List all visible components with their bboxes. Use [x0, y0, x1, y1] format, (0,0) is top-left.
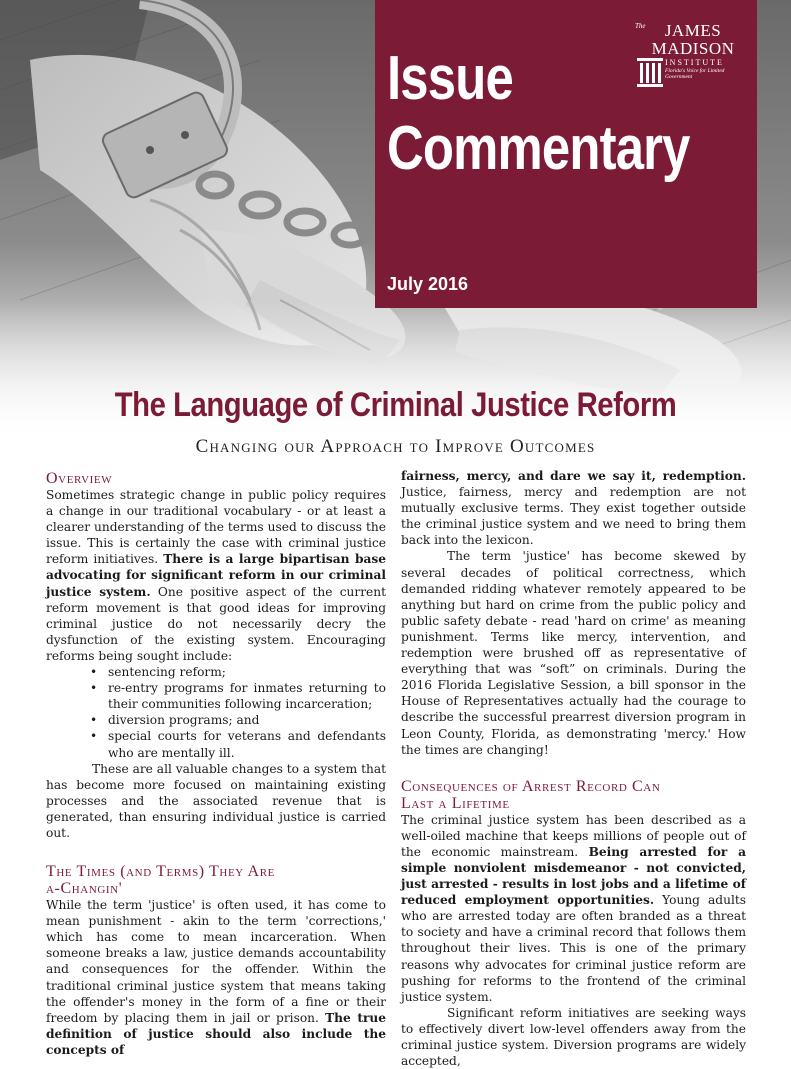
list-item-text: • re-entry programs for inmates returning to their communities following incarceration;: [108, 681, 386, 712]
consequences-text-b: Young adults who are arrested today are often branded as a threat to society and have a criminal record that follows them throughout their lives. This is one of the primary reasons why advocates for criminal justice reform are pushing for reforms to the frontend of the criminal justice system.: [401, 893, 746, 1004]
article-subtitle: Changing our Approach to Improve Outcomes: [195, 436, 596, 457]
overview-text-a: Sometimes strategic change in public policy requires a change in our traditional vocabulary - or at least a clearer understanding of the terms used to discuss the issue. This is certainly the case with criminal justice reform initiatives.: [46, 488, 386, 567]
consequences-heading: [401, 778, 746, 812]
overview-heading: Overview: [46, 470, 113, 487]
article-title-text: The Language of Criminal Justice Reform: [114, 386, 677, 424]
consequences-text-a: The criminal justice system has been described as a well-oiled machine that keeps millions of people out of the economic mainstream.: [401, 812, 746, 859]
list-item: [92, 680, 386, 712]
reform-list: [46, 664, 386, 761]
times-heading-line1: The Times (and Terms) They Are: [46, 863, 275, 881]
times-heading: [46, 863, 386, 897]
logo-line1: JAMES: [664, 21, 722, 40]
consequences-heading-line1: Consequences of Arrest Record Can: [401, 777, 661, 795]
overview-paragraph: [46, 487, 386, 664]
times-text-bold: The true definition of justice should also include the concepts of: [46, 1010, 386, 1057]
times-paragraph: [46, 897, 386, 1058]
list-item: [92, 728, 386, 760]
right-column: [401, 468, 746, 1069]
list-item-text: • special courts for veterans and defendants who are mentally ill.: [108, 729, 386, 760]
logo-line3: INSTITUTE: [665, 58, 724, 67]
column-pillars-icon: [637, 58, 663, 88]
overview-text-bold: There is a large bipartisan base advocating for significant reform in our criminal justice system.: [46, 552, 387, 599]
overview-text-b: One positive aspect of the current reform movement is that good ideas for improving criminal justice do not necessarily decry the dysfunction of the existing system. Encouraging reforms being sought include:: [46, 584, 386, 663]
list-item-text: • diversion programs; and: [108, 713, 260, 728]
issue-date: July 2016: [387, 274, 469, 294]
overview-closing-paragraph: These are all valuable changes to a system that has become more focused on maintaining existing processes and the associated revenue that is generated, than ensuring individual justice is carried out.: [46, 761, 386, 840]
series-title-line2: Commentary: [387, 114, 690, 183]
list-item: [92, 664, 386, 680]
consequences-heading-line2: Last a Lifetime: [401, 794, 510, 812]
times-text: While the term 'justice' is often used, it has come to mean punishment - akin to the term 'corrections,' which has come to mean incarceration. When someone breaks a law, justice demands accountability and consequences for the offender. Within the traditional criminal justice system that means taking the offender's money in the form of a fine or their freedom by placing them in jail or prison.: [46, 898, 386, 1025]
continued-paragraph: [401, 468, 746, 548]
institute-logo: [637, 22, 749, 80]
series-title-line1: Issue: [387, 44, 513, 113]
consequences-paragraph: [401, 812, 746, 1005]
times-heading-line2: a-Changin': [46, 880, 123, 898]
logo-tagline: Florida's Voice for Limited Government: [665, 68, 725, 80]
continued-text-bold: fairness, mercy, and dare we say it, redemption.: [401, 469, 746, 483]
list-item: [92, 712, 386, 728]
logo-the: The: [635, 22, 646, 30]
continued-text: Justice, fairness, mercy and redemption are not mutually exclusive terms. They exist together outside the criminal justice system and we need to bring them back into the lexicon.: [401, 485, 746, 548]
left-column: [46, 470, 386, 1058]
justice-paragraph: The term 'justice' has become skewed by several decades of political correctness, which demanded ridding whatever remotely appeared to be anything but hard on crime from the public policy and public safety debate - read 'hard on crime' as meaning punishment. Terms like mercy, intervention, and redemption were brushed off as representative of everything that was “soft” on criminals. During the 2016 Florida Legislative Session, a bill sponsor in the House of Representatives actually had the courage to describe the successful prearrest diversion program in Leon County, Florida, as demonstrating 'mercy.' How the times are changing!: [401, 549, 746, 757]
article-title: [0, 386, 791, 425]
title-panel: [375, 0, 757, 308]
logo-line2: MADISON: [651, 39, 735, 58]
consequences-text-bold: Being arrested for a simple nonviolent misdemeanor - not convicted, just arrested - results in lost jobs and a lifetime of reduced employment opportunities.: [401, 844, 746, 908]
list-item-text: • sentencing reform;: [108, 665, 226, 680]
reform-initiatives-paragraph: Significant reform initiatives are seeking ways to effectively divert low-level offenders away from the criminal justice system. Diversion programs are widely accepted,: [401, 1005, 746, 1069]
